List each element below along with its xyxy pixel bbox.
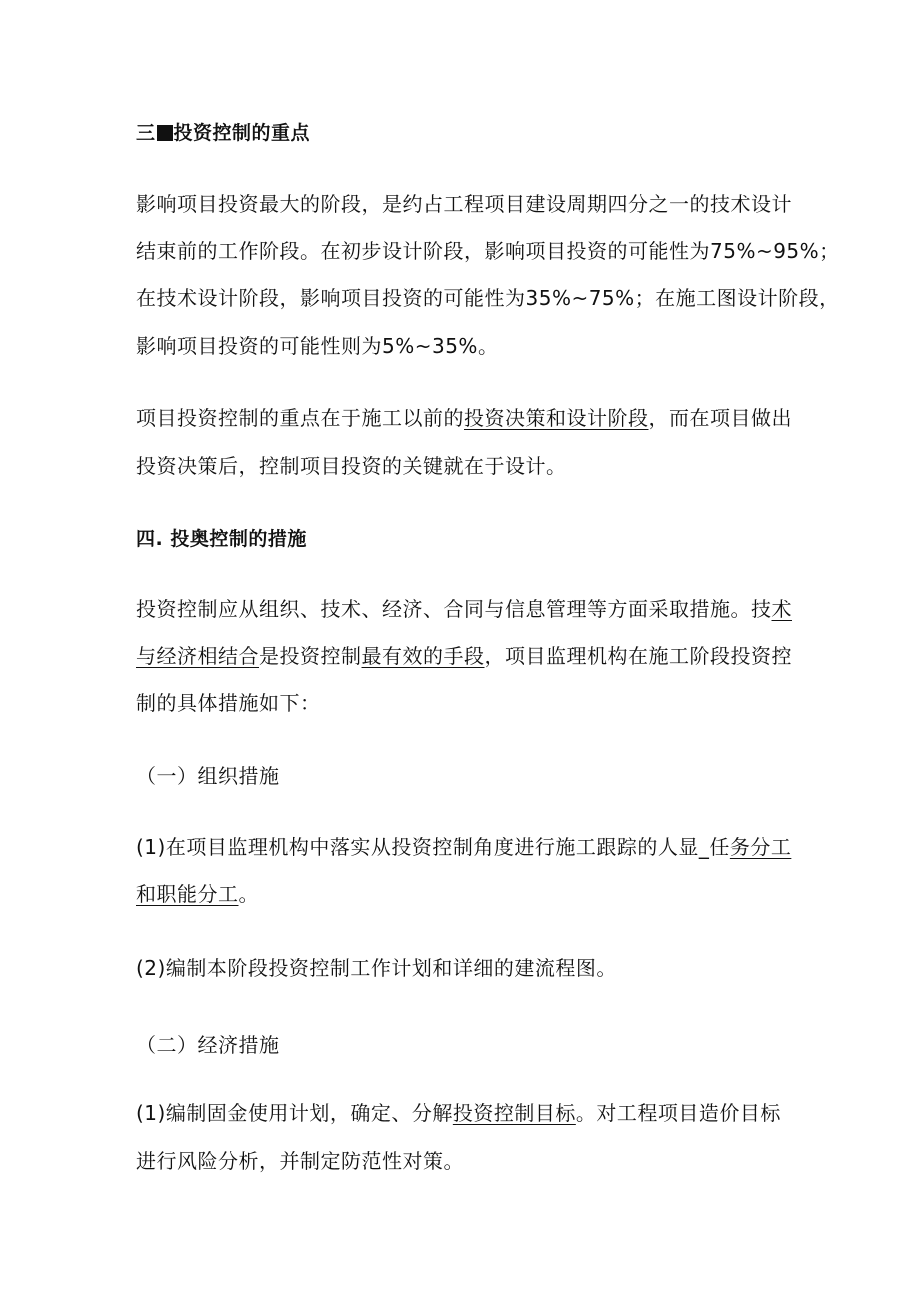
paragraph-line: 制的具体措施如下： — [136, 691, 321, 715]
underlined-phrase: 务分工 — [729, 835, 792, 859]
list-item: (2)编制本阶段投资控制工作计划和详细的建流程图。 — [136, 956, 617, 980]
heading-number: 三 — [136, 122, 156, 144]
underlined-phrase: 与经济相结合 — [136, 644, 259, 668]
heading-text: 投资控制的重点 — [173, 122, 311, 144]
paragraph-line: 结束前的工作阶段。在初步设计阶段，影响项目投资的可能性为75%~95%； — [136, 239, 840, 263]
list-item: (1)编制固金使用计划，确定、分解投资控制目标。对工程项目造价目标 — [136, 1101, 781, 1125]
paragraph-line: 影响项目投资的可能性则为5%~35%。 — [136, 334, 499, 358]
underlined-phrase: 投资决策和设计阶段 — [464, 406, 649, 430]
list-item: (1)在项目监理机构中落实从投资控制角度进行施工跟踪的人显_任务分工 — [136, 835, 792, 859]
underlined-phrase: 和职能分工 — [136, 882, 239, 906]
list-item-continuation: 进行风险分析，并制定防范性对策。 — [136, 1149, 464, 1173]
paragraph-line: 影响项目投资最大的阶段，是约占工程项目建设周期四分之一的技术设计 — [136, 192, 792, 216]
paragraph-line: 项目投资控制的重点在于施工以前的投资决策和设计阶段，而在项目做出 — [136, 406, 792, 430]
section-4-heading: 四. 投奥控制的措施 — [136, 528, 307, 550]
underlined-phrase: 投资控制目标 — [452, 1101, 576, 1125]
list-item-continuation: 和职能分工。 — [136, 882, 259, 906]
underlined-phrase: 术 — [771, 597, 792, 621]
paragraph-line: 在技术设计阶段，影响项目投资的可能性为35%~75%；在施工图设计阶段， — [136, 286, 840, 310]
paragraph-line: 投资控制应从组织、技术、经济、合同与信息管理等方面采取措施。技术 — [136, 597, 792, 621]
paragraph-line: 投资决策后，控制项目投资的关键就在于设计。 — [136, 454, 567, 478]
paragraph-line: 与经济相结合是投资控制最有效的手段，项目监理机构在施工阶段投资控 — [136, 644, 792, 668]
subsection-heading: （一）组织措施 — [136, 764, 280, 788]
subsection-heading: （二）经济措施 — [136, 1033, 280, 1057]
black-square-glyph — [157, 125, 173, 141]
underlined-phrase: 最有效的手段 — [361, 644, 485, 668]
section-3-heading — [136, 120, 310, 146]
